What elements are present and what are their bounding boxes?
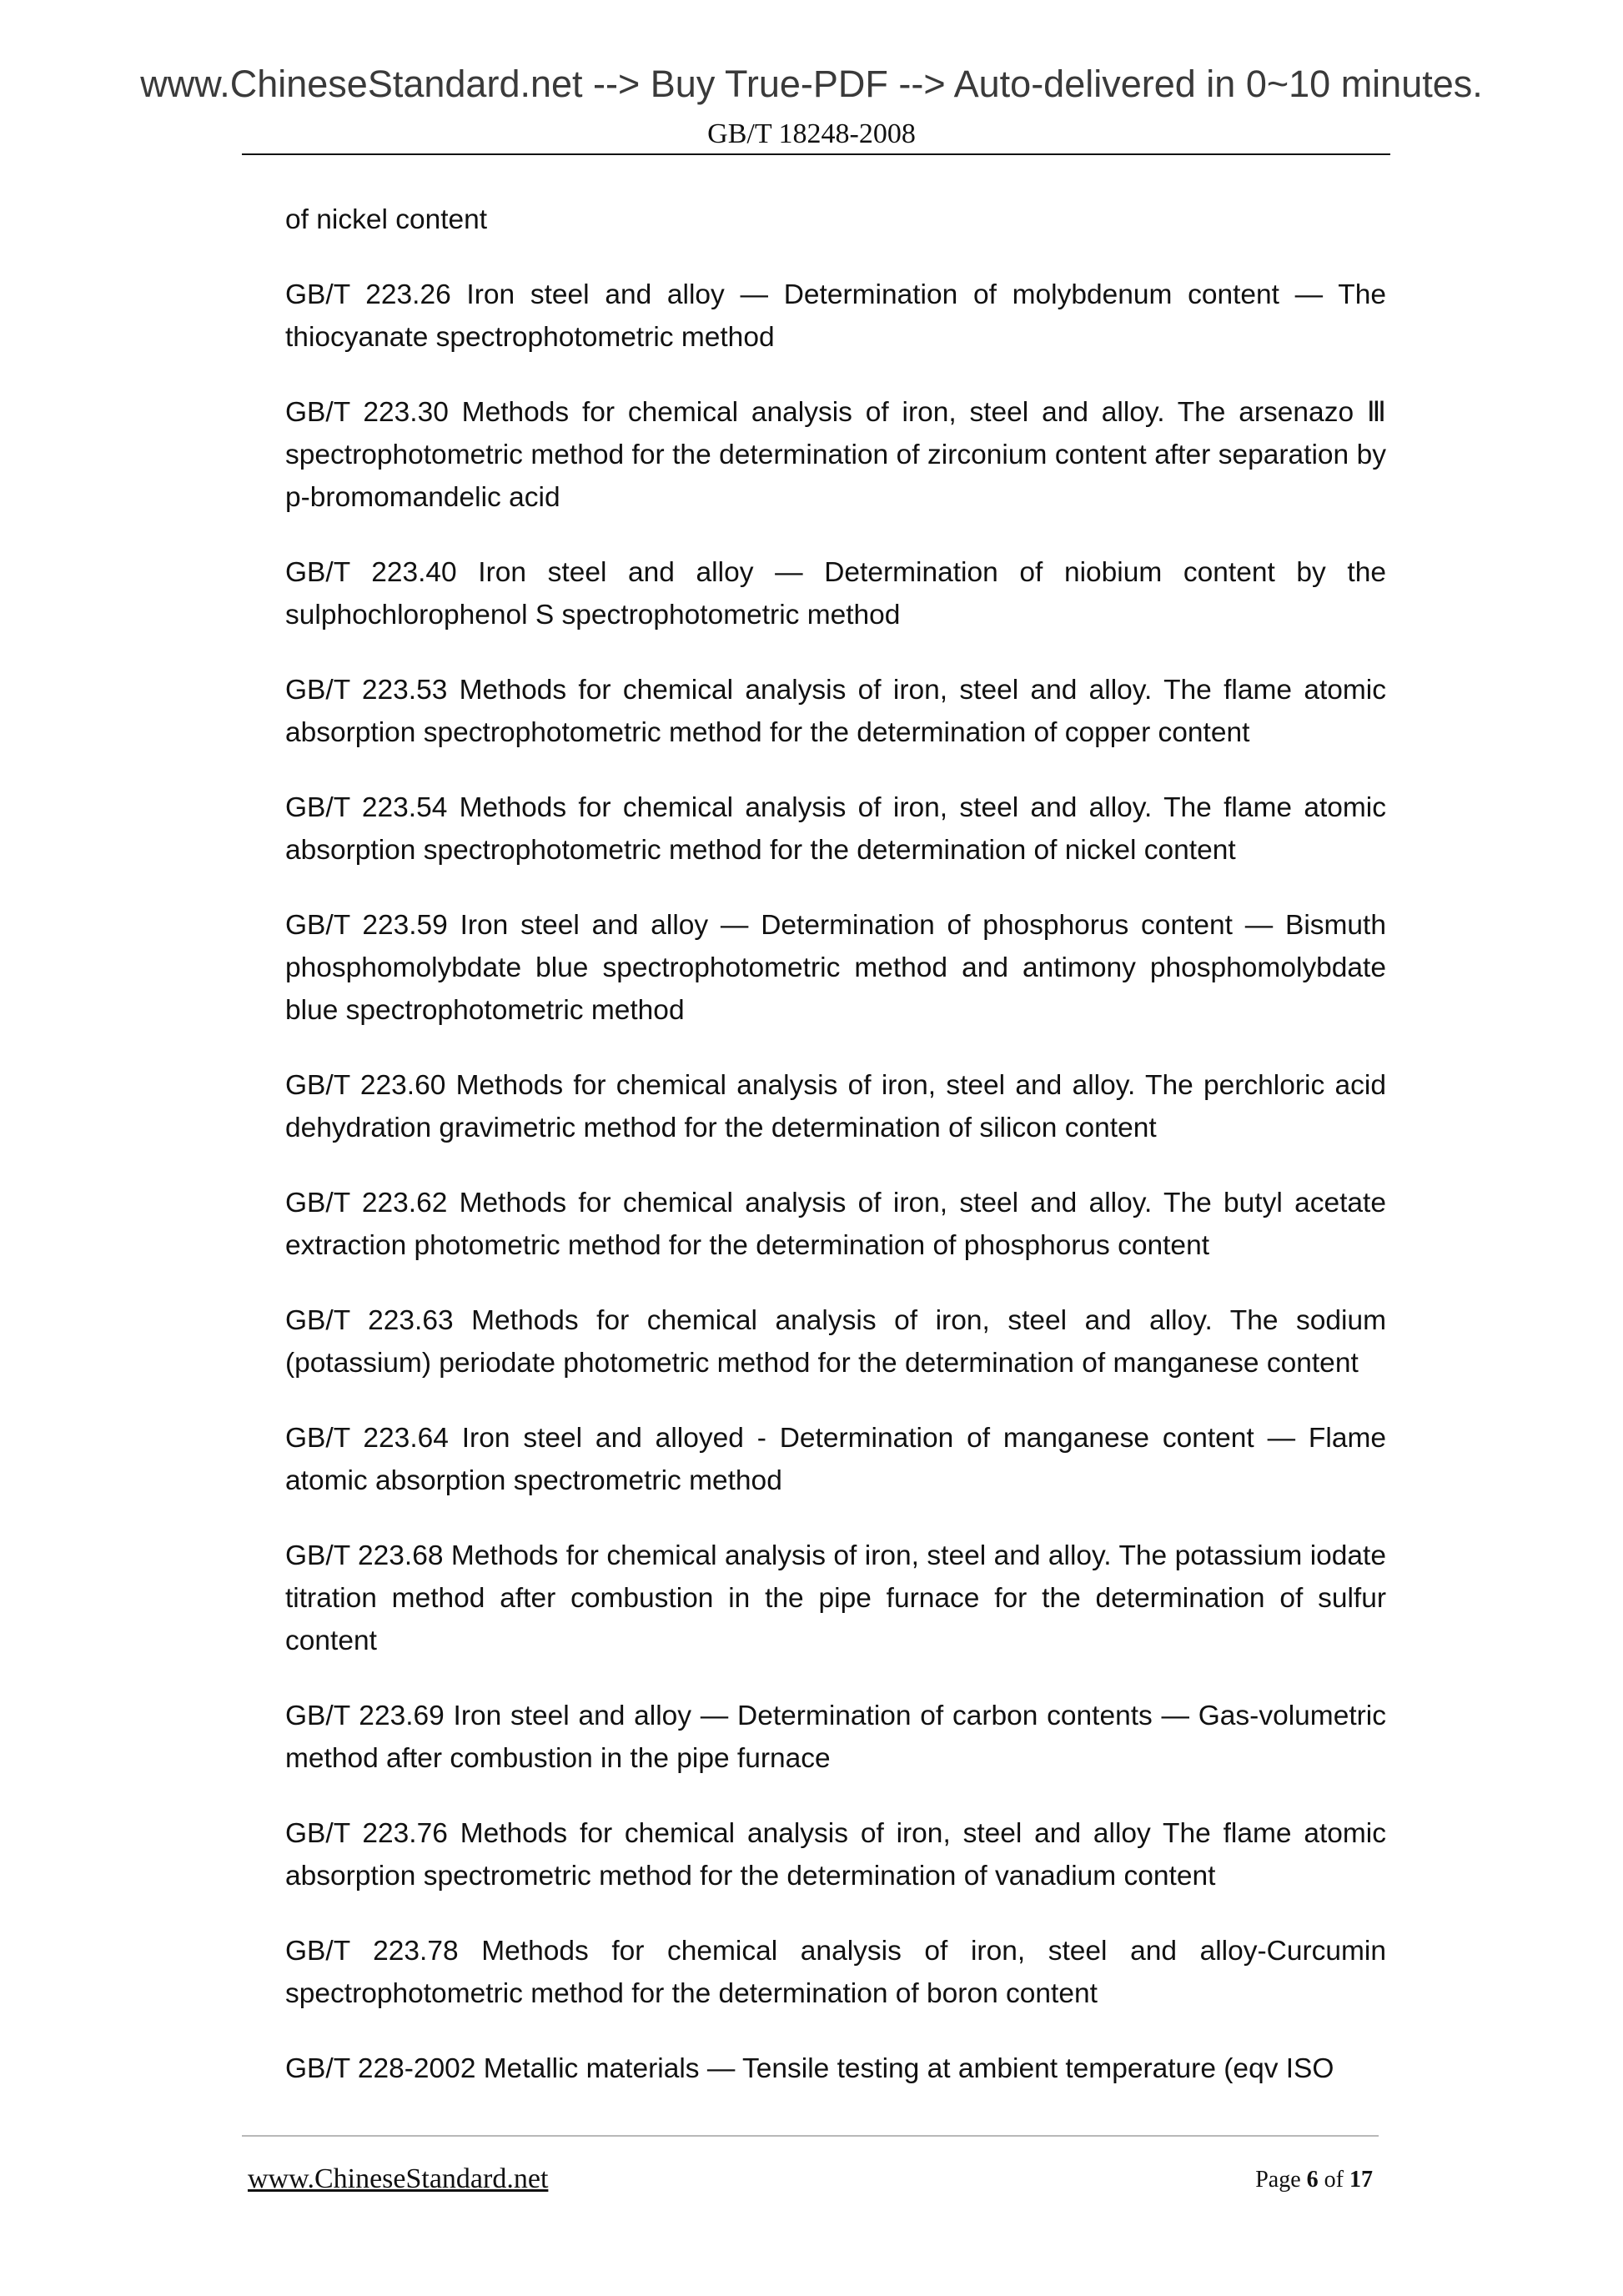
page-current: 6 — [1306, 2167, 1319, 2193]
paragraph: GB/T 223.69 Iron steel and alloy — Determination of carbon contents — Gas-volumetric method after combustion in the pipe furnace — [285, 1701, 1386, 1774]
page-label: Page — [1255, 2167, 1301, 2193]
paragraph: GB/T 223.63 Methods for chemical analysis of iron, steel and alloy. The sodium (potassium) periodate photometric method for the determination of manganese content — [285, 1305, 1386, 1379]
paragraph: GB/T 223.78 Methods for chemical analysis of iron, steel and alloy-Curcumin spectrophotometric method for the determination of boron content — [285, 1936, 1386, 2009]
top-banner: www.ChineseStandard.net --> Buy True-PDF --> Auto-delivered in 0~10 minutes. — [140, 63, 1483, 105]
document-body — [285, 198, 1386, 2123]
paragraph: GB/T 223.76 Methods for chemical analysis of iron, steel and alloy The flame atomic absorption spectrometric method for the determination of vanadium content — [285, 1818, 1386, 1892]
paragraph: GB/T 223.60 Methods for chemical analysis of iron, steel and alloy. The perchloric acid dehydration gravimetric method for the determination of silicon content — [285, 1070, 1386, 1143]
paragraph: GB/T 223.59 Iron steel and alloy — Determination of phosphorus content — Bismuth phosphomolybdate blue spectrophotometric method and antimony phosphomolybdate blue spectrophotometric method — [285, 910, 1386, 1026]
paragraph: of nickel content — [285, 204, 488, 235]
paragraph: GB/T 223.62 Methods for chemical analysis of iron, steel and alloy. The butyl acetate extraction photometric method for the determination of phosphorus content — [285, 1188, 1386, 1261]
paragraph: GB/T 223.53 Methods for chemical analysis of iron, steel and alloy. The flame atomic absorption spectrophotometric method for the determination of copper content — [285, 675, 1386, 748]
page-total: 17 — [1349, 2167, 1373, 2193]
page-of: of — [1324, 2167, 1344, 2193]
page-indicator — [1255, 2167, 1373, 2193]
paragraph: GB/T 223.64 Iron steel and alloyed - Determination of manganese content — Flame atomic absorption spectrometric method — [285, 1423, 1386, 1496]
paragraph: GB/T 223.54 Methods for chemical analysis of iron, steel and alloy. The flame atomic absorption spectrophotometric method for the determination of nickel content — [285, 792, 1386, 866]
header-divider — [242, 153, 1390, 155]
standard-code: GB/T 18248-2008 — [707, 118, 916, 149]
paragraph: GB/T 228-2002 Metallic materials — Tensile testing at ambient temperature (eqv ISO — [285, 2053, 1334, 2084]
footer-divider — [242, 2135, 1379, 2137]
paragraph: GB/T 223.68 Methods for chemical analysis of iron, steel and alloy. The potassium iodate titration method after combustion in the pipe furnace for the determination of sulfur content — [285, 1540, 1386, 1656]
paragraph: GB/T 223.30 Methods for chemical analysis of iron, steel and alloy. The arsenazo Ⅲ spectrophotometric method for the determination of zirconium content after separation by p-bromomandelic acid — [285, 397, 1386, 513]
paragraph: GB/T 223.26 Iron steel and alloy — Determination of molybdenum content — The thiocyanate spectrophotometric method — [285, 279, 1386, 353]
paragraph: GB/T 223.40 Iron steel and alloy — Determination of niobium content by the sulphochlorophenol S spectrophotometric method — [285, 557, 1386, 631]
footer-site-link[interactable]: www.ChineseStandard.net — [248, 2163, 549, 2194]
